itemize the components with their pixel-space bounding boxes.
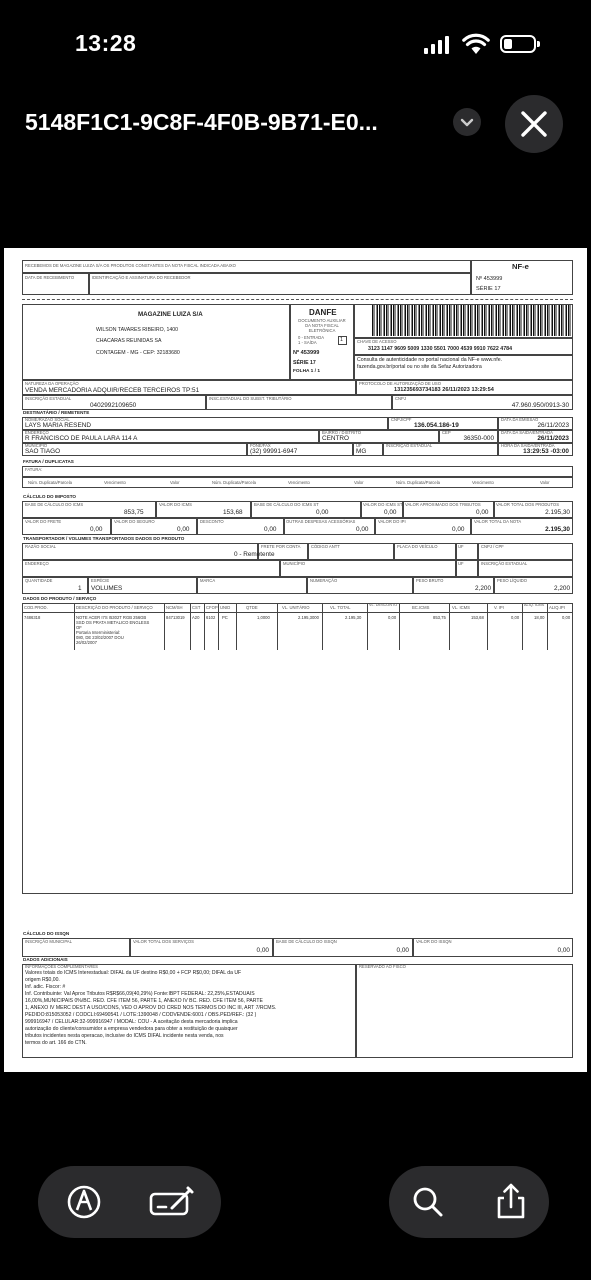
ie-label: INSCRIÇÃO ESTADUAL [25, 396, 72, 401]
emission-date: 26/11/2023 [537, 422, 569, 429]
battery-icon [500, 35, 536, 53]
tax-insurance-label: VALOR DO SEGURO [114, 519, 155, 524]
invoice-box [22, 466, 573, 477]
issqn-base: 0,00 [396, 947, 409, 954]
product-desc-5: 080, DE 23/02/2007 DOU [76, 635, 124, 640]
transport-city-label: MUNICÍPIO [283, 561, 306, 566]
additional-section-title: DADOS ADICIONAIS [23, 957, 68, 962]
markup-toolbar [38, 1166, 221, 1238]
additional-line-5: 16,00%,MUNICIPAIS 0%/BC. RED. CFE ITEM 56, PARTE 1, ANEXO IV BC. RED. CFE ITEM 56, PARTE [25, 998, 263, 1004]
status-time: 13:28 [75, 30, 137, 56]
product-unit-price: 2.195,3000 [298, 615, 319, 620]
transport-ie-label: INSCRIÇÃO ESTADUAL [481, 561, 528, 566]
products-col-desc: DESCRIÇÃO DO PRODUTO / SERVIÇO [76, 605, 153, 610]
products-col-aliq-ipi: ALIQ.IPI [549, 605, 565, 610]
product-desc-1: NOTE ACER I7S I5302T RGB 256GB [76, 615, 147, 620]
recipient-phone-label: FONE/FAX [250, 443, 271, 448]
receipt-text: RECEBEMOS DE MAGAZINE LUIZA S/A OS PRODUTOS CONSTANTES DA NOTA FISCAL INDICADA ABAIXO [25, 263, 236, 268]
tax-ipi-label: VALOR DO IPI [378, 519, 406, 524]
transport-address-box [22, 560, 280, 577]
issuer-district: CHACARAS REUNIDAS SA [96, 338, 162, 344]
danfe-desc-1: DOCUMENTO AUXILIAR [298, 318, 346, 323]
ie-value: 0402992109650 [90, 402, 137, 409]
transport-gross-label: PESO BRUTO [416, 578, 444, 583]
product-bc-icms: 853,75 [433, 615, 446, 620]
markup-pen-icon [48, 1166, 120, 1238]
tax-discount: 0,00 [264, 526, 277, 533]
product-discount: 0,00 [388, 615, 397, 620]
invoice-col-3: Valor [170, 480, 180, 485]
recipient-uf-label: UF [356, 443, 362, 448]
status-bar [0, 0, 591, 90]
close-button[interactable] [505, 95, 563, 153]
transport-section-title: TRANSPORTADOR / VOLUMES TRANSPORTADOS DADOS DO PRODUTO [23, 536, 185, 541]
cellular-signal-icon [424, 36, 454, 54]
product-desc-3: OF [76, 625, 82, 630]
cnpj-label: CNPJ [395, 396, 406, 401]
products-col-unit: UNID [220, 605, 231, 610]
products-col-discount: VL. DESCONTO [369, 603, 398, 607]
tax-invoice-total: 2.195,30 [545, 526, 570, 533]
tax-other: 0,00 [356, 526, 369, 533]
additional-line-11: termos do art. 166 do CTN. [25, 1040, 87, 1046]
product-total: 2.195,30 [345, 615, 362, 620]
products-col-aliq-icms: ALIQ. ICMS [524, 603, 545, 607]
products-col-qty: QTDE [246, 605, 258, 610]
ie-st-label: INSC.ESTADUAL DO SUBST. TRIBUTÁRIO [209, 396, 292, 401]
transport-plate-label: PLACA DO VEÍCULO [397, 544, 438, 549]
tax-invoice-total-label: VALOR TOTAL DA NOTA [474, 519, 522, 524]
danfe-desc-3: ELETRÔNICA [308, 328, 336, 333]
transport-numbering-label: NUMERAÇÃO [310, 578, 338, 583]
exit-time: 13:29:53 -03:00 [523, 448, 569, 455]
tax-icms-base-label: BASE DE CÁLCULO DO ICMS [25, 502, 84, 507]
issqn-services: 0,00 [256, 947, 269, 954]
transport-kind: VOLUMES [91, 585, 123, 592]
recipient-cpf-label: CNPJ/CPF [391, 417, 412, 422]
tax-icms-st: 0,00 [384, 509, 397, 516]
tax-approx-label: VALOR APROXIMADO DOS TRIBUTOS [405, 502, 481, 507]
transport-name-label: RAZÃO SOCIAL [25, 544, 56, 549]
issqn-base-label: BASE DE CÁLCULO DO ISSQN [276, 939, 337, 944]
markup-button[interactable] [48, 1166, 120, 1238]
transport-qty: 1 [78, 585, 82, 592]
tax-icms: 153,68 [223, 509, 243, 516]
recipient-address: R FRANCISCO DE PAULA LARA 114 A [25, 435, 138, 442]
transport-brand-label: MARCA [200, 578, 216, 583]
transport-kind-label: ESPÉCIE [91, 578, 110, 583]
products-col-unit-price: VL. UNITÁRIO [282, 605, 310, 610]
chevron-down-icon [453, 108, 481, 136]
tax-approx: 0,00 [476, 509, 489, 516]
document-page [4, 248, 587, 1072]
danfe-type-in: 0 - ENTRADA [298, 335, 325, 340]
consult-text-1: Consulta de autenticidade no portal nacional da NF-e www.nfe. [357, 357, 503, 363]
share-icon [475, 1166, 547, 1238]
access-key-label: CHAVE DE ACESSO [357, 339, 397, 344]
exit-time-label: HORA DA SAÍDA/ENTRADA [501, 443, 555, 448]
recipient-name: LAYS MARIA RESEND [25, 422, 91, 429]
additional-line-6: 1, ANEXO IV MERC DEST A USO/CONS, VED O APROV DO CRED NOS TERMOS DO INC III, ART 7/RCMS. [25, 1005, 277, 1011]
products-col-ipi: V. IPI [494, 605, 504, 610]
tax-insurance: 0,00 [177, 526, 190, 533]
danfe-document [22, 260, 573, 1060]
consult-text-2: fazenda.gov.br/portal ou no site da Sefaz Autorizadora [357, 364, 482, 370]
share-button[interactable] [475, 1166, 547, 1238]
recipient-phone: (32) 99991-6947 [250, 448, 298, 455]
products-col-code: COD.PROD. [24, 605, 48, 610]
wifi-icon [462, 33, 490, 55]
invoice-label: FATURA: [25, 467, 43, 472]
product-aliq-ipi: 0,00 [562, 615, 571, 620]
recipient-city: SAO TIAGO [25, 448, 61, 455]
invoice-col-6: Valor [354, 480, 364, 485]
transport-gross: 2,200 [475, 585, 491, 592]
issqn-municipal-label: INSCRIÇÃO MUNICIPAL [25, 939, 72, 944]
product-desc-2: SSD OS PRATA METALICO ENGLESS [76, 620, 150, 625]
recipient-city-label: MUNICÍPIO [25, 443, 48, 448]
action-toolbar [389, 1166, 549, 1238]
product-code: 7486318 [24, 615, 41, 620]
issqn-section-title: CÁLCULO DO ISSQN [23, 931, 70, 936]
invoice-col-1: Núm. Duplicata/Parcela [28, 480, 72, 485]
invoice-col-7: Núm. Duplicata/Parcela [396, 480, 440, 485]
recipient-cep-label: CEP [442, 430, 451, 435]
invoice-col-4: Núm. Duplicata/Parcela [212, 480, 256, 485]
recipient-address-label: ENDEREÇO [25, 430, 49, 435]
reserved-label: RESERVADO AO FISCO [359, 964, 406, 969]
cut-line [22, 299, 573, 300]
close-icon [505, 95, 563, 153]
additional-line-3: Inf. adic. Fiscor: # [25, 984, 66, 990]
transport-freight-label: FRETE POR CONTA [261, 544, 301, 549]
danfe-page: FOLHA 1 / 1 [293, 369, 321, 374]
products-col-ncm: NCM/SH [166, 605, 183, 610]
product-cfop: 6102 [206, 615, 216, 620]
product-cst: A20 [192, 615, 200, 620]
exit-date: 26/11/2023 [537, 435, 569, 442]
additional-line-7: PEDIDO:815053052 / CODCLI:69490541 / LOTE:1390048 / CODVENDE:6001 / OBS.PED/REF.: (32 ) [25, 1012, 257, 1018]
transport-city-box [280, 560, 456, 577]
additional-info-label: INFORMAÇÕES COMPLEMENTARES [25, 964, 98, 969]
product-qty: 1,0000 [257, 615, 270, 620]
search-button[interactable] [392, 1166, 464, 1238]
products-col-icms: VL. ICMS [452, 605, 470, 610]
invoice-col-5: Vencimento [288, 480, 310, 485]
invoice-col-2: Vencimento [104, 480, 126, 485]
transport-uf-label: UF [458, 544, 464, 549]
additional-line-4: Inf. Contribuinte: Val Aprox Tributos R$R$66,09(40,29%) Fonte:IBPT FEDERAL: 22,25%,ESTADUAIS [25, 991, 255, 997]
recipient-district-label: BAIRRO / DISTRITO [322, 430, 362, 435]
tax-freight-label: VALOR DO FRETE [25, 519, 62, 524]
danfe-title: DANFE [309, 308, 337, 317]
barcode-image [372, 305, 572, 336]
transport-net: 2,200 [554, 585, 570, 592]
transport-address-label: ENDEREÇO [25, 561, 49, 566]
product-unit: PC [222, 615, 228, 620]
receipt-series: SÉRIE 17 [476, 286, 501, 292]
tax-freight: 0,00 [90, 526, 103, 533]
receipt-nfe-number: Nº 453999 [476, 276, 503, 282]
tax-icms-st-label: VALOR DO ICMS ST [363, 502, 403, 507]
products-col-bc-icms: BC.ICMS [412, 605, 430, 610]
product-desc-4: Portaria Interministerial: [76, 630, 121, 635]
recipient-section-title: DESTINATÁRIO / REMETENTE [23, 410, 90, 415]
tax-icms-st-base-label: BASE DE CÁLCULO DO ICMS ST [254, 502, 319, 507]
invoice-col-8: Vencimento [472, 480, 494, 485]
additional-line-9: autorização do cliente/consumidor a empresa vendedora para obter a restituição de quaisquer [25, 1026, 238, 1032]
recipient-ie-label: INSCRIÇÃO ESTADUAL [386, 443, 433, 448]
product-icms: 153,68 [471, 615, 484, 620]
issqn-services-label: VALOR TOTAL DOS SERVIÇOS [133, 939, 194, 944]
tax-section-title: CÁLCULO DO IMPOSTO [23, 494, 76, 499]
receipt-nfe-label: NF-e [512, 262, 529, 271]
emission-label: DATA DA EMISSÃO [501, 417, 539, 422]
issuer-address: WILSON TAVARES RIBEIRO, 1400 [96, 327, 179, 333]
reserved-box [356, 964, 573, 1058]
danfe-number: Nº 453999 [293, 350, 320, 356]
products-col-total: VL. TOTAL [330, 605, 351, 610]
additional-line-2: origem R$0,00. [25, 977, 60, 983]
transport-freight: 0 - Remetente [234, 551, 275, 558]
products-col-cst: CST [192, 605, 201, 610]
viewer-title-bar [0, 95, 591, 155]
product-aliq-icms: 18,00 [534, 615, 545, 620]
transport-cnpj-label: CNPJ / CPF [481, 544, 504, 549]
access-key: 3123 1147 9609 5009 1330 5501 7000 4539 9910 7622 4784 [368, 346, 513, 352]
product-desc-6: 26/02/2007 [76, 640, 97, 645]
invoice-section-title: FATURA / DUPLICATAS [23, 459, 74, 464]
issuer-name: MAGAZINE LUIZA S/A [138, 311, 203, 318]
receipt-date-label: DATA DE RECEBIMENTO [25, 275, 75, 280]
exit-date-label: DATA DA SAÍDA/ENTRADA [501, 430, 553, 435]
receipt-sign-label: IDENTIFICAÇÃO E ASSINATURA DO RECEBEDOR [92, 275, 191, 280]
danfe-desc-2: DA NOTA FISCAL [305, 323, 339, 328]
signature-icon [136, 1166, 208, 1238]
protocol-value: 131235693734183 26/11/2023 13:29:54 [394, 387, 494, 393]
tax-products-total: 2.195,30 [545, 509, 570, 516]
signature-button[interactable] [136, 1166, 208, 1238]
additional-line-8: 999916947 / CELULAR:32-999916947 / MODAL: COU - A aceitação desta mercadoria implica [25, 1019, 238, 1025]
product-ncm: 84713019 [166, 615, 185, 620]
cnpj-value: 47.960.950/0913-30 [511, 402, 569, 409]
tax-discount-label: DESCONTO [200, 519, 224, 524]
tax-icms-label: VALOR DO ICMS [159, 502, 192, 507]
transport-antt-label: CÓDIGO ANTT [311, 544, 340, 549]
document-title[interactable]: 5148F1C1-9C8F-4F0B-9B71-E0... [25, 109, 378, 135]
tax-products-total-label: VALOR TOTAL DOS PRODUTOS [496, 502, 559, 507]
tax-icms-st-base: 0,00 [316, 509, 329, 516]
recipient-district: CENTRO [322, 435, 349, 442]
transport-qty-label: QUANTIDADE [25, 578, 53, 583]
products-section-title: DADOS DO PRODUTO / SERVIÇO [23, 596, 97, 601]
recipient-cpf: 136.054.186-19 [414, 422, 459, 429]
danfe-type-out: 1 - SAÍDA [298, 340, 317, 345]
nature-value: VENDA MERCADORIA ADQUIR/RECEB TERCEIROS TP:51 [25, 387, 200, 394]
recipient-cep: 36350-000 [463, 435, 494, 442]
title-menu-button[interactable] [453, 108, 481, 136]
additional-line-10: tributos incidentes nesta operacao, inclusive do ICMS DIFAL incidente nesta venda, nos [25, 1033, 224, 1039]
issqn-value: 0,00 [557, 947, 570, 954]
products-col-cfop: CFOP [206, 605, 218, 610]
nature-label: NATUREZA DA OPERAÇÃO [25, 381, 79, 386]
search-icon [392, 1166, 464, 1238]
protocol-label: PROTOCOLO DE AUTORIZAÇÃO DE USO [359, 381, 441, 386]
issuer-city: CONTAGEM - MG - CEP: 32183680 [96, 350, 180, 356]
additional-line-1: Valores totais do ICMS Interestadual: DIFAL da UF destino R$0,00 + FCP R$0,00; DIFAL da UF [25, 970, 242, 976]
recipient-uf: MG [356, 448, 367, 455]
issqn-value-label: VALOR DO ISSQN [416, 939, 452, 944]
transport-uf2-label: UF [458, 561, 464, 566]
recipient-name-label: NOME/RAZÃO SOCIAL [25, 417, 70, 422]
tax-ipi: 0,00 [452, 526, 465, 533]
product-ipi: 0,00 [511, 615, 520, 620]
transport-net-label: PESO LÍQUIDO [497, 578, 528, 583]
tax-other-label: OUTRAS DESPESAS ACESSÓRIAS [286, 519, 356, 524]
tax-icms-base: 853,75 [124, 509, 144, 516]
invoice-col-9: Valor [540, 480, 550, 485]
transport-name-box [22, 543, 258, 560]
danfe-type-value: 1 [340, 337, 343, 343]
danfe-series: SÉRIE 17 [293, 360, 316, 366]
